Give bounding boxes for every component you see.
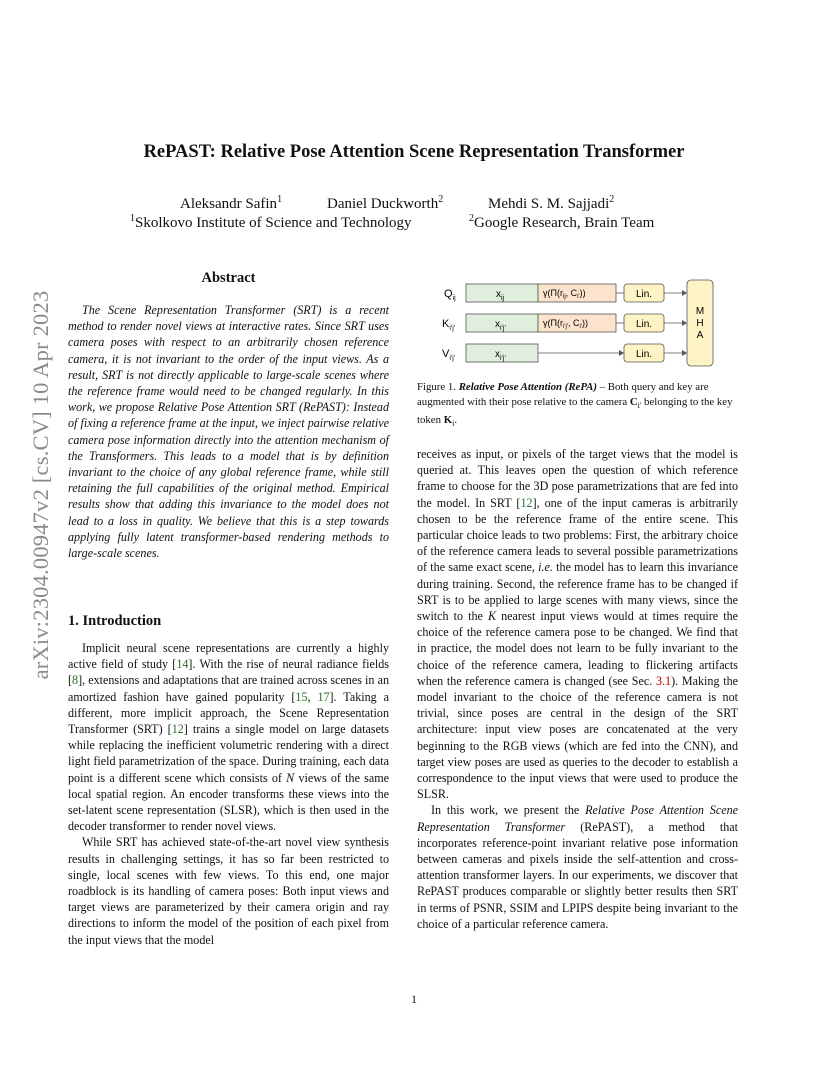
text-run: views of the same local spatial region. An encoder transforms these views into the set-latent scene representation (SLSR), which is then used in the decoder transformer to render novel views. <box>68 770 389 834</box>
svg-text:H: H <box>696 318 704 329</box>
right-paragraph-2 <box>417 802 738 932</box>
author-3: Mehdi S. M. Sajjadi$^2$ <box>488 194 615 212</box>
svg-text:γ(Π(ri'j', Ci')): $\gamma(\Pi(r_{i'j'}$, $C_{i'}$)) <box>543 318 588 330</box>
svg-text:A: A <box>696 330 704 341</box>
relative-pose-attention-diagram <box>430 278 730 370</box>
right-paragraph-1 <box>417 446 738 802</box>
right-column-body <box>417 446 738 932</box>
paper-title: RePAST: Relative Pose Attention Scene Representation Transformer <box>143 142 685 162</box>
text-run: ], extensions and adaptations that are trained across scenes in an amortized fashion have gained popularity [ <box>68 673 389 704</box>
text-run: i.e. <box>538 560 553 575</box>
introduction-body <box>68 640 389 948</box>
svg-text:Lin.: Lin. <box>635 289 653 300</box>
text-run: N <box>286 770 295 785</box>
text-run: ). Making the model invariant to the choice of the reference camera is not trivial, since poses are central in the design of the SRT architecture: input view poses are concatenated at the very beginning to the RGB views (which are fed into the CNN), and target view poses are used as queries to the decoder to establish a correspondence to the input views that were used to produce the SLSR. <box>417 673 738 802</box>
row-value <box>442 344 687 362</box>
text-run: ], one of the input cameras is arbitrarily chosen to be the reference frame of the entire scene. This particular choice leads to two problems: First, the arbitrary choice of the reference camera leads to several possible parametrizations of the same exact scene, <box>417 495 738 575</box>
text-run: , <box>307 689 318 704</box>
text-run: Implicit neural scene representations are currently a highly active field of study [ <box>68 641 389 672</box>
author-2: Daniel Duckworth$^2$ <box>327 194 444 212</box>
figure-caption: Figure 1. Relative Pose Attention (RePA) – Both query and key are augmented with their pose relative to the camera $C_{i'}$ belonging to the key token $K_i$. <box>417 381 733 429</box>
svg-text:Qij: $Q_{ij}$ <box>444 288 456 302</box>
section-ref-link[interactable]: 3.1 <box>655 673 672 688</box>
row-key <box>442 314 687 332</box>
text-run: Relative Pose Attention Scene Representation Transformer <box>417 803 738 834</box>
text-run: ] trains a single model on large datasets while replacing the inefficient volumetric rendering with a direct light field parametrization of the space. During training, each data point is a different scene which consists of <box>68 722 389 785</box>
arxiv-sidebar <box>26 285 52 685</box>
svg-text:γ(Π(rij, Ci')): $\gamma(\Pi(r_{ij}$, $C_{i'}$)) <box>543 288 586 300</box>
abstract-text: The Scene Representation Transformer (SRT) is a recent method to render novel views at interactive rates. Since SRT uses camera poses with respect to an arbitrarily chosen reference camera, it is not invariant to the order of the input views. As a result, SRT is not directly applicable to large-scale scenes where the reference frame would need to be changed regularly. In this work, we propose Relative Pose Attention SRT (RePAST): Instead of fixing a reference frame at the input, we inject pairwise relative camera pose information directly into the attention mechanism of the Transformers. This leads to a model that is by definition invariant to the choice of any global reference frame, while still retaining the full capabilities of the original method. Empirical results show that adding this invariance to the model does not lead to a loss in quality. We believe that this is a step towards applying fully latent transformer-based rendering methods to large-scale scenes. <box>68 303 389 561</box>
abstract-body <box>68 302 389 561</box>
text-run: (RePAST), a method that incorporates reference-point invariant relative pose information between cameras and pixels inside the self-attention and cross-attention transformer layers. In our experiments, we discover that RePAST produces comparable or slightly better results then SRT in terms of PSNR, SSIM and LPIPS despite being invariant to the choice of a particular reference camera. <box>417 819 738 931</box>
text-run: the model has to learn this invariance during training. Second, the reference frame has to be changed if SRT is to be applied to large scenes with many views, since the switch to the <box>417 560 738 624</box>
page-number: 1 <box>411 992 417 1006</box>
abstract-heading: Abstract <box>201 270 256 286</box>
svg-text:xi'j': $x_{i'j'}$ <box>495 319 506 332</box>
intro-paragraph-2: While SRT has achieved state-of-the-art novel view synthesis results in challenging settings, it has so far been restricted to single, local scenes with few views. To this end, one major roadblock is its handling of camera poses: Both input views and target views are parameterized by their camera origin and ray directions to inform the model of the position of each pixel from the input views that the model <box>68 835 389 947</box>
affiliation-2: $^2$Google Research, Brain Team <box>469 213 655 231</box>
text-run: In this work, we present the <box>431 803 586 818</box>
svg-text:Ki'j': $K_{i'j'}$ <box>442 318 456 332</box>
text-run: K <box>487 609 497 624</box>
citation-link[interactable]: 14 <box>176 657 189 672</box>
svg-text:Vi'j': $V_{i'j'}$ <box>442 348 456 362</box>
affiliation-1: $^1$Skolkovo Institute of Science and Technology <box>130 213 412 231</box>
mha-block <box>687 280 713 366</box>
citation-link[interactable]: 15 <box>295 689 308 704</box>
svg-text:xi'j': $x_{i'j'}$ <box>495 349 506 362</box>
svg-text:Lin.: Lin. <box>635 349 653 360</box>
citation-link[interactable]: 12 <box>171 722 184 737</box>
text-run: receives as input, or pixels of the target views that the model is queried at. This leaves open the question of which reference frame to choose for the 3D pose parametrizations that are fed into the model. In SRT [ <box>417 447 738 510</box>
text-run: ]. Taking a different, more implicit approach, the Scene Representation Transformer (SRT) [ <box>68 689 389 737</box>
row-query <box>444 284 687 302</box>
text-run: nearest input views would at times require the choice of the reference camera pose to be changed. We find that in practice, the model does not learn to be fully invariant to the choice of the reference camera, leading to flickering artifacts when the reference camera is changed (see Sec. <box>417 609 738 688</box>
author-1: Aleksandr Safin$^1$ <box>180 194 283 212</box>
citation-link[interactable]: 8 <box>72 673 79 688</box>
citation-link[interactable]: 12 <box>520 495 533 510</box>
svg-text:M: M <box>695 306 705 317</box>
citation-link[interactable]: 17 <box>317 689 330 704</box>
text-run: ]. With the rise of neural radiance fields [ <box>68 657 390 688</box>
svg-text:xij: $x_{ij}$ <box>496 289 505 302</box>
arxiv-id: arXiv:2304.00947v2 [cs.CV] 10 Apr 2023 <box>28 290 53 680</box>
intro-paragraph-1 <box>68 640 389 834</box>
svg-text:Lin.: Lin. <box>635 319 653 330</box>
section-heading-introduction: 1. Introduction <box>68 613 162 629</box>
